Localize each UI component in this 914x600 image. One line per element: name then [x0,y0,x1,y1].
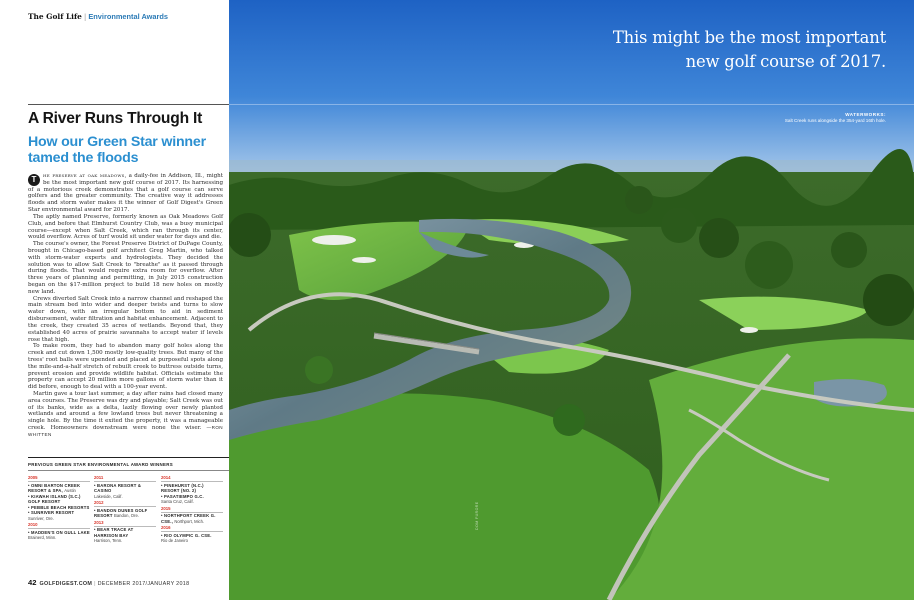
winner-entry: • SUNRIVER RESORT Sunriver, Ore. [28,510,75,521]
winners-rule [28,470,229,471]
photo-caption [746,112,886,124]
magazine-name: The Golf Life [28,12,82,21]
winner-year: 2014 [161,475,223,482]
winner-entry: • PEBBLE BEACH RESORTS [28,504,90,510]
winners-column-2 [94,474,156,544]
hero-line-1: This might be the most important [612,28,886,47]
tree [553,404,585,436]
hero-line-2: new golf course of 2017. [685,52,886,71]
tree [625,186,653,214]
paragraph-5: To make room, they had to abandon many golf holes along the creek and cut down 1,500 mostly low-quality trees. But many of the trees' root balls were upended and placed at purposeful spots along the mile-and-a-half stretch of rebuilt creek to buttress outside turns, prevent erosion and provide wildlife habitat. Officials estimate the property can accept 20 million more gallons of storm water than it did before, enough to deal with a 100-year event. [28,343,223,391]
tree [745,241,793,289]
winner-entry: • BANDON DUNES GOLF RESORT Bandon, Ore. [94,507,148,518]
paragraph-2: The aptly named Preserve, formerly known as Oak Meadows Golf Club, and before that Elmhurst Country Club, was a busy municipal course—except when Salt Creek, which ran through its center, would overflow. Acres of turf would sit under water for days and die. [28,213,223,241]
caption-label: WATERWORKS: [845,112,886,117]
winners-column-1 [28,474,90,541]
issue-date: DECEMBER 2017/JANUARY 2018 [97,581,190,587]
winner-entry: • BEAR TRACE AT HARRISON BAY Harrison, Tenn. [94,527,134,543]
winner-entry: • KIAWAH ISLAND (S.C.) GOLF RESORT [28,493,81,504]
article-deck: How our Green Star winner tamed the floods [28,134,206,166]
article-body [28,173,223,439]
tree [863,274,914,326]
paragraph-3: The course's owner, the Forest Preserve District of DuPage County, brought in Chicago-based golf architect Greg Martin, who talked with storm-water experts and hydrologists. They decided the solution was to allow Salt Creek to "breathe" as it passed through during floods. That would require extra room for overflow. After three years of planning and permitting, in July 2015 construction began on the $17-million project to build 18 new holes on mostly new land. [28,241,223,295]
paragraph-4: Crews diverted Salt Creek into a narrow channel and reshaped the main stream bed into wider and deeper twists and turns to slow water down, with an irregular bottom to aid in sediment disbursement, water filtration and habitat enhancement. Adjacent to the creek, they created 35 acres of wetlands. Beyond that, they established 40 acres of prairie savannahs to accept water if levels rose that high. [28,295,223,343]
photo-credit: DOM FURORE [475,501,479,530]
winner-entry: • PINEHURST (N.C.) RESORT (NO. 2) [161,482,204,493]
section-name: Environmental Awards [88,12,169,21]
paragraph-1: T he preserve at oak meadows, a daily-fee in Addison, Ill., might be the most important new golf course of 2017. Its harnessing of a motorious creek demonstrates that a golf course can serve golfers and the greater community. The creative way it addresses floods and storm water makes it the winner of Golf Digest's Green Star environmental award for 2017. [28,173,223,214]
left-page [0,0,229,600]
site-name: GOLFDIGEST.COM [39,581,93,587]
article-headline: A River Runs Through It [28,110,203,127]
winner-year: 2015 [161,506,223,513]
page-number: 42 [28,578,37,587]
winner-year: 2011 [94,475,156,482]
winner-entry: • RIO OLYMPIC G. CSE. Rio de Janeiro [161,532,212,543]
hero-quote [613,26,886,74]
winner-year: 2012 [94,500,156,507]
folio: 42 GOLFDIGEST.COM | DECEMBER 2017/JANUARY 2018 [28,578,190,587]
winner-year: 2010 [28,522,90,529]
top-divider [28,104,229,105]
lead-in: he preserve at oak meadows [43,173,125,179]
winner-year: 2005 [28,475,90,482]
tree [305,356,333,384]
dropcap: T [28,174,40,186]
winner-entry: • MADDEN'S ON GULL LAKE Brainerd, Minn. [28,529,90,540]
bunker [312,235,356,245]
winner-entry: • OMNI BARTON CREEK RESORT & SPA, Austin [28,482,81,493]
winners-divider [28,457,229,458]
winners-column-3 [161,474,223,544]
photo-divider [229,104,914,105]
winner-entry: • BARONA RESORT & CASINO Lakeside, Calif. [94,482,142,499]
bunker [352,257,376,263]
tree [229,213,271,257]
paragraph-6: Martin gave a tour last summer, a day after rains had closed many area courses. The Preserve was dry and playable; Salt Creek was out of its banks, wide as a delta, lazily flowing over newly planted wetlands and around a few lowland trees but never threatening a single hole. By the time it exited the property, it was a manageable creek. Homeowners downstream were none the wiser. —RON WHITTEN [28,391,224,437]
tree [661,207,697,243]
aerial-illustration [229,0,914,600]
tree [831,232,867,268]
bunker [740,327,758,333]
caption-text: Salt Creek runs alongside the 354-yard 16th hole. [784,118,886,123]
tree [699,218,739,258]
winner-year: 2013 [94,520,156,527]
winner-year: 2016 [161,525,223,532]
running-head: The Golf Life | Environmental Awards [28,12,169,21]
aerial-photo [229,0,914,600]
winner-entry: • NORTHPORT CREEK G. CSE., Northport, Mich. [161,513,216,524]
winner-entry: • PASATIEMPO G.C. Santa Cruz, Calif. [161,493,204,504]
byline: —RON WHITTEN [28,425,224,437]
winners-title: PREVIOUS GREEN STAR ENVIRONMENTAL AWARD WINNERS [28,462,173,467]
